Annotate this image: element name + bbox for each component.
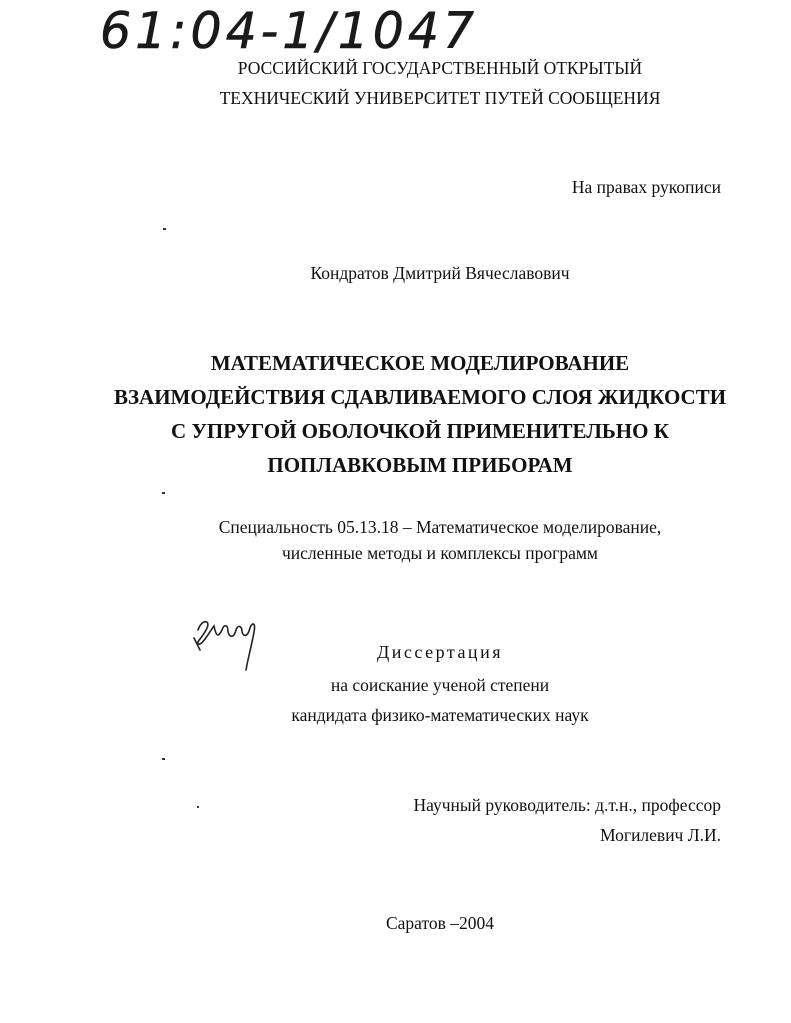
scan-speck [162,492,165,494]
author-name: Кондратов Дмитрий Вячеславович [310,263,570,283]
title-line-4: ПОПЛАВКОВЫМ ПРИБОРАМ [267,453,573,477]
thesis-title [90,346,750,482]
university-name [140,55,740,111]
title-line-1: МАТЕМАТИЧЕСКОЕ МОДЕЛИРОВАНИЕ [210,351,630,375]
scan-speck [162,758,165,760]
university-line-1: РОССИЙСКИЙ ГОСУДАРСТВЕННЫЙ ОТКРЫТЫЙ [237,58,643,78]
handwritten-catalog-number [96,0,486,58]
manuscript-rights: На правах рукописи [571,177,721,197]
dissertation-label: Диссертация [377,642,503,662]
title-line-3: С УПРУГОЙ ОБОЛОЧКОЙ ПРИМЕНИТЕЛЬНО К [171,419,669,443]
degree-line-1: на соискание ученой степени [330,675,550,695]
specialty-line-1: Специальность 05.13.18 – Математическое моделирование, [218,517,662,537]
supervisor-line-1: Научный руководитель: д.т.н., профессор [413,795,721,815]
catalog-number-text: 61:04-1/1047 [100,2,478,58]
title-line-2: ВЗАИМОДЕЙСТВИЯ СДАВЛИВАЕМОГО СЛОЯ ЖИДКОСТИ [113,385,727,409]
degree-line-2: кандидата физико-математических наук [291,705,589,725]
scan-speck [197,806,199,808]
specialty [140,514,740,566]
city-year: Саратов –2004 [385,913,495,933]
specialty-line-2: численные методы и комплексы программ [282,543,598,563]
scan-speck [163,228,166,230]
supervisor-line-2: Могилевич Л.И. [600,825,721,845]
university-line-2: ТЕХНИЧЕСКИЙ УНИВЕРСИТЕТ ПУТЕЙ СООБЩЕНИЯ [219,88,661,108]
